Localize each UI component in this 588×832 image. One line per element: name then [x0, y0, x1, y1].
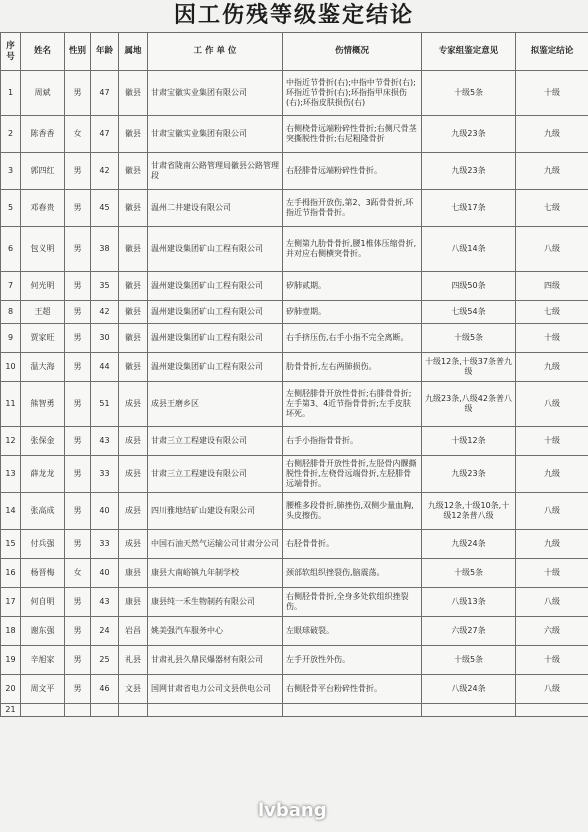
cell-gender: 男: [65, 382, 91, 427]
cell-expert-opinion: 七级17条: [422, 190, 516, 227]
table-row: [1, 456, 588, 493]
cell-locality: 徽县: [119, 227, 148, 272]
cell-employer: 康县大南峪镇九年制学校: [148, 559, 283, 588]
table-row: [1, 559, 588, 588]
cell-index: 16: [1, 559, 21, 588]
cell-index: 5: [1, 190, 21, 227]
header-injury: 伤情概况: [283, 33, 422, 71]
cell-expert-opinion: 九级24条: [422, 530, 516, 559]
cell-name: 陈香香: [21, 116, 65, 153]
cell-age: 24: [91, 617, 119, 646]
cell-conclusion: 十级: [516, 71, 588, 116]
cell-conclusion: 六级: [516, 617, 588, 646]
cell-employer: 成县王磨乡区: [148, 382, 283, 427]
cell-gender: 男: [65, 301, 91, 324]
cell-injury: 右手挤压伤,右手小指不完全离断。: [283, 324, 422, 353]
cell-locality: 成县: [119, 456, 148, 493]
cell-age: 45: [91, 190, 119, 227]
cell-employer: 温州建设集团矿山工程有限公司: [148, 272, 283, 301]
cell-name: 张保金: [21, 427, 65, 456]
table-row: [1, 153, 588, 190]
cell-name: 温大海: [21, 353, 65, 382]
cell-conclusion: 九级: [516, 353, 588, 382]
table-row: [1, 588, 588, 617]
cell-index: 19: [1, 646, 21, 675]
cell-age: 38: [91, 227, 119, 272]
cell-name: 郭四红: [21, 153, 65, 190]
cell-index: 21: [1, 704, 21, 717]
cell-conclusion: 十级: [516, 559, 588, 588]
cell-name: 薛龙龙: [21, 456, 65, 493]
cell-locality: 徽县: [119, 71, 148, 116]
cell-gender: 男: [65, 71, 91, 116]
cell-expert-opinion: 十级12条,十级37条普九级: [422, 353, 516, 382]
cell-conclusion: 八级: [516, 382, 588, 427]
cell-injury: 左侧胫腓骨开放性骨折;右腓骨骨折;左手第3、4近节指骨骨折;左手皮肤坏死。: [283, 382, 422, 427]
cell-locality: 康县: [119, 588, 148, 617]
table-row: [1, 353, 588, 382]
cell-conclusion: [516, 704, 588, 717]
cell-age: 42: [91, 301, 119, 324]
cell-locality: [119, 704, 148, 717]
cell-injury: 左手拇指开放伤,第2、3跖骨骨折,环指近节指骨骨折。: [283, 190, 422, 227]
table-row: [1, 675, 588, 704]
cell-index: 11: [1, 382, 21, 427]
cell-index: 17: [1, 588, 21, 617]
cell-locality: 文县: [119, 675, 148, 704]
cell-index: 18: [1, 617, 21, 646]
cell-injury: [283, 704, 422, 717]
cell-expert-opinion: 八级13条: [422, 588, 516, 617]
cell-age: [91, 704, 119, 717]
table-row: [1, 493, 588, 530]
table-row: [1, 324, 588, 353]
page-title: 因工伤残等级鉴定结论: [173, 2, 414, 28]
cell-conclusion: 九级: [516, 456, 588, 493]
cell-index: 13: [1, 456, 21, 493]
header-expert-opinion: 专家组鉴定意见: [422, 33, 516, 71]
cell-conclusion: 八级: [516, 227, 588, 272]
cell-expert-opinion: 四级50条: [422, 272, 516, 301]
header-conclusion: 拟鉴定结论: [516, 33, 588, 71]
cell-injury: 右手小指指骨骨折。: [283, 427, 422, 456]
cell-expert-opinion: 六级27条: [422, 617, 516, 646]
table-row: [1, 704, 588, 717]
cell-injury: 右胫骨骨折。: [283, 530, 422, 559]
watermark-logo: lvbang: [258, 800, 327, 821]
cell-conclusion: 八级: [516, 493, 588, 530]
cell-locality: 徽县: [119, 116, 148, 153]
header-index: 序号: [1, 33, 21, 71]
cell-gender: 男: [65, 272, 91, 301]
table-row: [1, 530, 588, 559]
cell-gender: 男: [65, 190, 91, 227]
cell-locality: 徽县: [119, 353, 148, 382]
cell-conclusion: 九级: [516, 116, 588, 153]
cell-locality: 徽县: [119, 272, 148, 301]
cell-expert-opinion: 七级54条: [422, 301, 516, 324]
cell-locality: 康县: [119, 559, 148, 588]
cell-name: [21, 704, 65, 717]
cell-employer: 甘肃宝徽实业集团有限公司: [148, 71, 283, 116]
header-locality: 属地: [119, 33, 148, 71]
cell-name: 何自明: [21, 588, 65, 617]
cell-employer: 温州建设集团矿山工程有限公司: [148, 227, 283, 272]
cell-expert-opinion: 八级14条: [422, 227, 516, 272]
cell-age: 46: [91, 675, 119, 704]
header-gender: 性别: [65, 33, 91, 71]
cell-employer: 温州建设集团矿山工程有限公司: [148, 353, 283, 382]
cell-injury: 右侧胫骨骨折,全身多处软组织挫裂伤。: [283, 588, 422, 617]
cell-employer: 温州建设集团矿山工程有限公司: [148, 324, 283, 353]
cell-expert-opinion: 十级5条: [422, 324, 516, 353]
table-row: [1, 382, 588, 427]
cell-name: 邓春贵: [21, 190, 65, 227]
cell-name: 杨晋梅: [21, 559, 65, 588]
cell-conclusion: 四级: [516, 272, 588, 301]
cell-injury: 矽肺壹期。: [283, 301, 422, 324]
cell-employer: 甘肃礼县久鼎民爆器材有限公司: [148, 646, 283, 675]
cell-conclusion: 八级: [516, 675, 588, 704]
cell-age: 43: [91, 427, 119, 456]
cell-conclusion: 九级: [516, 153, 588, 190]
cell-locality: 成县: [119, 382, 148, 427]
cell-name: 何光明: [21, 272, 65, 301]
cell-conclusion: 十级: [516, 646, 588, 675]
cell-gender: 男: [65, 675, 91, 704]
cell-name: 周文平: [21, 675, 65, 704]
cell-conclusion: 七级: [516, 190, 588, 227]
cell-locality: 成县: [119, 530, 148, 559]
cell-employer: 国网甘肃省电力公司文县供电公司: [148, 675, 283, 704]
cell-expert-opinion: 十级5条: [422, 646, 516, 675]
cell-gender: 男: [65, 324, 91, 353]
cell-locality: 礼县: [119, 646, 148, 675]
cell-gender: 女: [65, 559, 91, 588]
cell-age: 44: [91, 353, 119, 382]
cell-locality: 成县: [119, 493, 148, 530]
cell-index: 7: [1, 272, 21, 301]
cell-index: 20: [1, 675, 21, 704]
cell-name: 王超: [21, 301, 65, 324]
cell-conclusion: 十级: [516, 324, 588, 353]
cell-employer: 甘肃宝徽实业集团有限公司: [148, 116, 283, 153]
cell-gender: 男: [65, 617, 91, 646]
cell-employer: 甘肃省陇南公路管理局徽县公路管理段: [148, 153, 283, 190]
cell-expert-opinion: 九级23条: [422, 153, 516, 190]
cell-injury: 右胫腓骨远端粉碎性骨折。: [283, 153, 422, 190]
header-name: 姓名: [21, 33, 65, 71]
cell-conclusion: 九级: [516, 530, 588, 559]
table-row: [1, 227, 588, 272]
cell-age: 30: [91, 324, 119, 353]
cell-injury: 肋骨骨折,左右两肺损伤。: [283, 353, 422, 382]
cell-gender: 男: [65, 227, 91, 272]
cell-age: 42: [91, 153, 119, 190]
cell-name: 包义明: [21, 227, 65, 272]
cell-index: 14: [1, 493, 21, 530]
cell-expert-opinion: 九级23条: [422, 456, 516, 493]
cell-expert-opinion: 十级12条: [422, 427, 516, 456]
cell-age: 35: [91, 272, 119, 301]
cell-injury: 左手开放性外伤。: [283, 646, 422, 675]
cell-employer: 甘肃三立工程建设有限公司: [148, 427, 283, 456]
cell-injury: 右侧胫骨平台粉碎性骨折。: [283, 675, 422, 704]
cell-age: 33: [91, 456, 119, 493]
cell-age: 40: [91, 493, 119, 530]
table-row: [1, 646, 588, 675]
cell-gender: [65, 704, 91, 717]
cell-injury: 右侧桡骨远端粉碎性骨折;右侧尺骨茎突撕脱性骨折;右尼粗隆骨折: [283, 116, 422, 153]
cell-injury: 右侧胫腓骨开放性骨折,左胫骨内髁撕脱性骨折,左桡骨远端骨折,左胫腓骨远端骨折。: [283, 456, 422, 493]
cell-name: 谢东强: [21, 617, 65, 646]
cell-name: 辛旭家: [21, 646, 65, 675]
assessment-table: [0, 32, 588, 717]
cell-name: 张高成: [21, 493, 65, 530]
cell-employer: 中国石油天然气运输公司甘肃分公司: [148, 530, 283, 559]
table-row: [1, 116, 588, 153]
cell-index: 9: [1, 324, 21, 353]
cell-age: 33: [91, 530, 119, 559]
cell-employer: 四川雅地结矿山建设有限公司: [148, 493, 283, 530]
cell-conclusion: 十级: [516, 427, 588, 456]
cell-expert-opinion: 十级5条: [422, 71, 516, 116]
cell-name: 周斌: [21, 71, 65, 116]
table-header-row: [1, 33, 588, 71]
cell-employer: 康县纯一禾生物制药有限公司: [148, 588, 283, 617]
cell-gender: 男: [65, 427, 91, 456]
cell-age: 25: [91, 646, 119, 675]
cell-expert-opinion: [422, 704, 516, 717]
cell-gender: 男: [65, 493, 91, 530]
cell-employer: 温州二井建设有限公司: [148, 190, 283, 227]
cell-injury: 颈部软组织挫裂伤,脑震荡。: [283, 559, 422, 588]
table-row: [1, 427, 588, 456]
cell-locality: 徽县: [119, 153, 148, 190]
table-row: [1, 190, 588, 227]
cell-age: 47: [91, 116, 119, 153]
cell-expert-opinion: 八级24条: [422, 675, 516, 704]
cell-expert-opinion: 九级12条,十级10条,十级12条普八级: [422, 493, 516, 530]
cell-index: 1: [1, 71, 21, 116]
cell-conclusion: 八级: [516, 588, 588, 617]
table-row: [1, 71, 588, 116]
cell-age: 43: [91, 588, 119, 617]
cell-gender: 男: [65, 353, 91, 382]
table-row: [1, 272, 588, 301]
cell-name: 贾家旺: [21, 324, 65, 353]
cell-injury: 左眼球破裂。: [283, 617, 422, 646]
cell-age: 47: [91, 71, 119, 116]
cell-locality: 成县: [119, 427, 148, 456]
cell-name: 付兵强: [21, 530, 65, 559]
table-row: [1, 617, 588, 646]
cell-employer: 甘肃三立工程建设有限公司: [148, 456, 283, 493]
cell-expert-opinion: 九级23条,八级42条普八级: [422, 382, 516, 427]
cell-locality: 徽县: [119, 301, 148, 324]
cell-conclusion: 七级: [516, 301, 588, 324]
cell-age: 51: [91, 382, 119, 427]
cell-gender: 男: [65, 646, 91, 675]
cell-index: 12: [1, 427, 21, 456]
cell-index: 6: [1, 227, 21, 272]
cell-injury: 腰椎多段骨折,肺挫伤,双侧少量血胸,头皮擦伤。: [283, 493, 422, 530]
cell-age: 40: [91, 559, 119, 588]
cell-locality: 岩昌: [119, 617, 148, 646]
cell-gender: 男: [65, 456, 91, 493]
header-age: 年龄: [91, 33, 119, 71]
cell-gender: 男: [65, 530, 91, 559]
cell-injury: 左侧第九肋骨骨折,腰1椎体压缩骨折,并对应右侧横突骨折。: [283, 227, 422, 272]
cell-locality: 徽县: [119, 190, 148, 227]
table-row: [1, 301, 588, 324]
cell-index: 15: [1, 530, 21, 559]
cell-gender: 女: [65, 116, 91, 153]
cell-expert-opinion: 九级23条: [422, 116, 516, 153]
cell-index: 3: [1, 153, 21, 190]
cell-injury: 中指近节骨折(右);中指中节骨折(右);环指近节骨折(右);环指指甲床损伤(右);环指皮肤损伤(右): [283, 71, 422, 116]
cell-expert-opinion: 十级5条: [422, 559, 516, 588]
cell-gender: 男: [65, 588, 91, 617]
header-employer: 工 作 单 位: [148, 33, 283, 71]
cell-index: 2: [1, 116, 21, 153]
cell-employer: 温州建设集团矿山工程有限公司: [148, 301, 283, 324]
cell-employer: [148, 704, 283, 717]
cell-index: 8: [1, 301, 21, 324]
cell-locality: 徽县: [119, 324, 148, 353]
cell-employer: 姚美强汽车服务中心: [148, 617, 283, 646]
cell-injury: 矽肺贰期。: [283, 272, 422, 301]
cell-index: 10: [1, 353, 21, 382]
cell-name: 熊智勇: [21, 382, 65, 427]
cell-gender: 男: [65, 153, 91, 190]
